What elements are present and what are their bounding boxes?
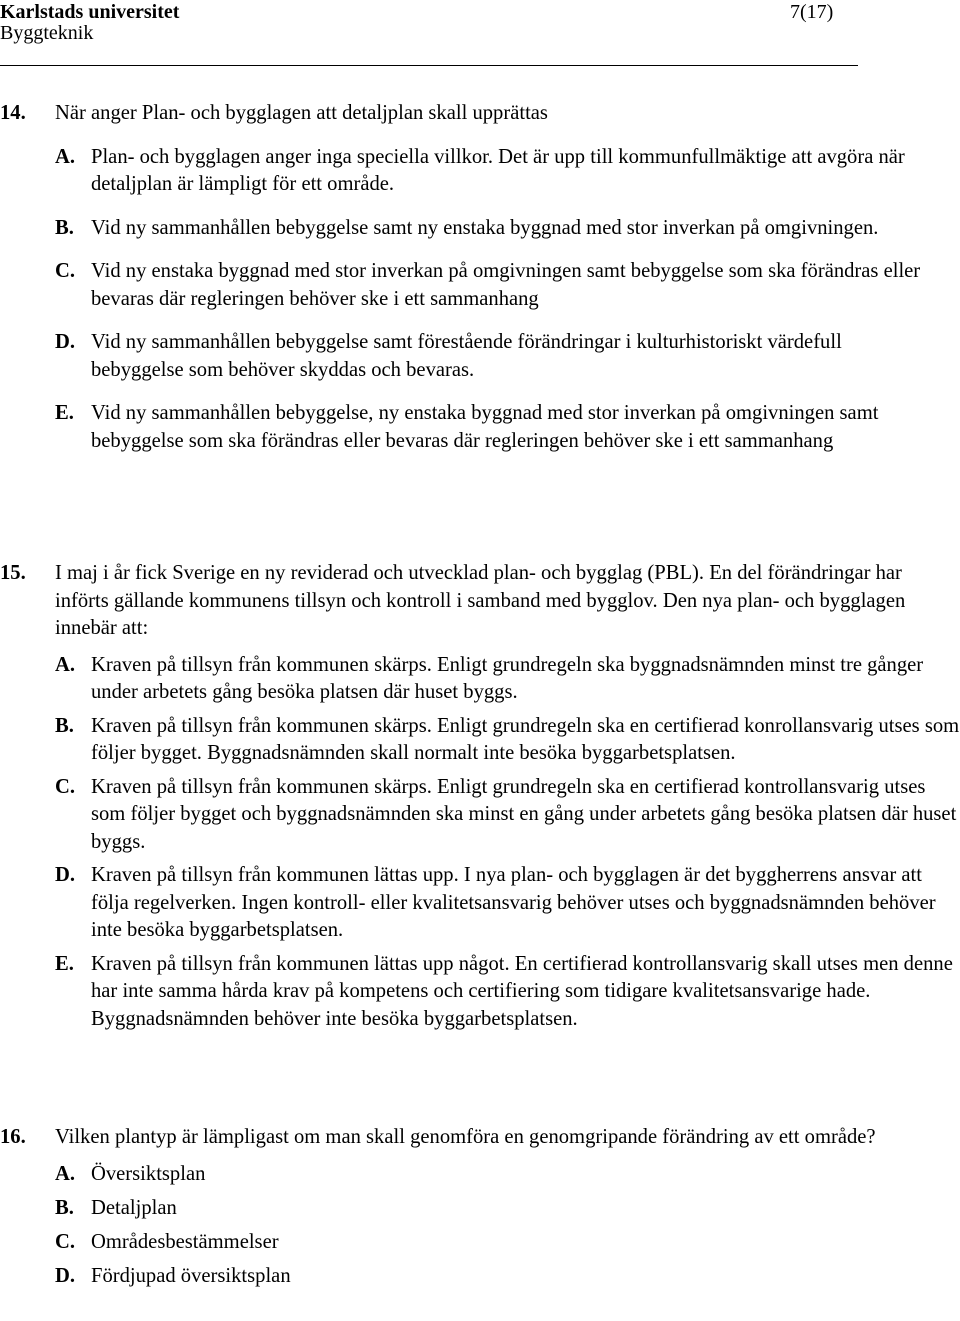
question-text: När anger Plan- och bygglagen att detaljplan skall upprättas	[55, 102, 548, 124]
option-label: C.	[55, 260, 76, 282]
option-text: Detaljplan	[91, 1196, 177, 1219]
option-a	[55, 652, 960, 707]
option-label: D.	[55, 864, 76, 886]
option-b	[55, 713, 960, 768]
option-text: Områdesbestämmelser	[91, 1230, 279, 1253]
option-text: Plan- och bygglagen anger inga speciella villkor. Det är upp till kommunfullmäktige att avgöra när detaljplan är lämpligt för ett område.	[91, 145, 905, 195]
option-text: Kraven på tillsyn från kommunen skärps. Enligt grundregeln ska en certifierad kontrollansvarig utses som följer bygget och byggnadsnämnden ska minst en gång under arbetets gång besöka platsen där huset byggs.	[91, 775, 957, 853]
question-14	[0, 100, 960, 471]
option-text: Översiktsplan	[91, 1162, 206, 1185]
option-c	[55, 258, 960, 313]
option-text: Vid ny sammanhållen bebyggelse, ny enstaka byggnad med stor inverkan på omgivningen samt bebyggelse som ska förändras eller bevaras där regleringen behöver ske i ett sammanhang	[91, 402, 879, 452]
option-label: E.	[55, 402, 74, 424]
option-label: C.	[55, 1230, 76, 1253]
question-number: 15.	[0, 562, 26, 584]
option-b	[55, 215, 960, 243]
department-name: Byggteknik	[0, 22, 94, 44]
option-label: A.	[55, 145, 76, 168]
option-a	[55, 144, 960, 199]
option-text: Kraven på tillsyn från kommunen lättas upp. I nya plan- och bygglagen är det byggherrens ansvar att följa regelverken. Ingen kontroll- eller kvalitetsansvarig behöver utses och byggnadsnämnden behöver inte besöka byggarbetsplatsen.	[91, 864, 936, 941]
question-number: 16.	[0, 1126, 26, 1148]
option-text: Fördjupad översiktsplan	[91, 1264, 291, 1287]
question-heading	[0, 1124, 960, 1152]
option-text: Vid ny enstaka byggnad med stor inverkan på omgivningen samt bebyggelse som ska förändras eller bevaras där regleringen behöver ske i ett sammanhang	[91, 260, 921, 310]
option-label: B.	[55, 216, 74, 239]
question-heading	[0, 560, 960, 643]
question-text: I maj i år fick Sverige en ny reviderad och utvecklad plan- och bygglag (PBL). En del förändringar har införts gällande kommunens tillsyn och kontroll i samband med bygglov. Den nya plan- och bygglagen innebär att:	[55, 562, 906, 639]
option-label: D.	[55, 1264, 76, 1287]
question-number: 14.	[0, 102, 26, 124]
option-label: E.	[55, 952, 74, 975]
option-text: Kraven på tillsyn från kommunen skärps. Enligt grundregeln ska en certifierad konrollansvarig utses som följer bygget. Byggnadsnämnden skall normalt inte besöka byggarbetsplatsen.	[91, 714, 960, 764]
question-text: Vilken plantyp är lämpligast om man skall genomföra en genomgripande förändring av ett område?	[55, 1126, 876, 1148]
question-15	[0, 560, 960, 1039]
option-b	[55, 1195, 960, 1223]
option-text: Vid ny sammanhållen bebyggelse samt förestående förändringar i kulturhistoriskt värdefull bebyggelse som behöver skyddas och bevaras.	[91, 331, 842, 381]
option-text: Kraven på tillsyn från kommunen skärps. Enligt grundregeln ska byggnadsnämnden minst tre gånger under arbetets gång besöka platsen där huset byggs.	[91, 653, 924, 703]
question-16	[0, 1124, 960, 1297]
option-text: Kraven på tillsyn från kommunen lättas upp något. En certifierad kontrollansvarig skall utses men denne har inte samma hårda krav på kompetens och certifiering som tidigare kvalitetsansvarige hade. Byggnadsnämnden behöver inte besöka byggarbetsplatsen.	[91, 952, 953, 1030]
option-d	[55, 1263, 960, 1291]
option-label: D.	[55, 331, 76, 353]
option-e	[55, 400, 960, 455]
page-number: 7(17)	[790, 1, 834, 23]
option-d	[55, 862, 960, 945]
option-label: B.	[55, 714, 74, 737]
option-label: A.	[55, 1162, 76, 1185]
option-a	[55, 1161, 960, 1189]
option-label: A.	[55, 653, 76, 676]
header-rule	[0, 65, 858, 66]
option-d	[55, 329, 960, 384]
option-label: C.	[55, 775, 76, 798]
option-text: Vid ny sammanhållen bebyggelse samt ny enstaka byggnad med stor inverkan på omgivningen.	[91, 216, 879, 239]
question-heading	[0, 100, 960, 128]
university-name: Karlstads universitet	[0, 1, 180, 23]
option-c	[55, 1229, 960, 1257]
option-e	[55, 951, 960, 1034]
option-c	[55, 774, 960, 857]
option-label: B.	[55, 1196, 74, 1219]
page-header	[0, 0, 860, 66]
